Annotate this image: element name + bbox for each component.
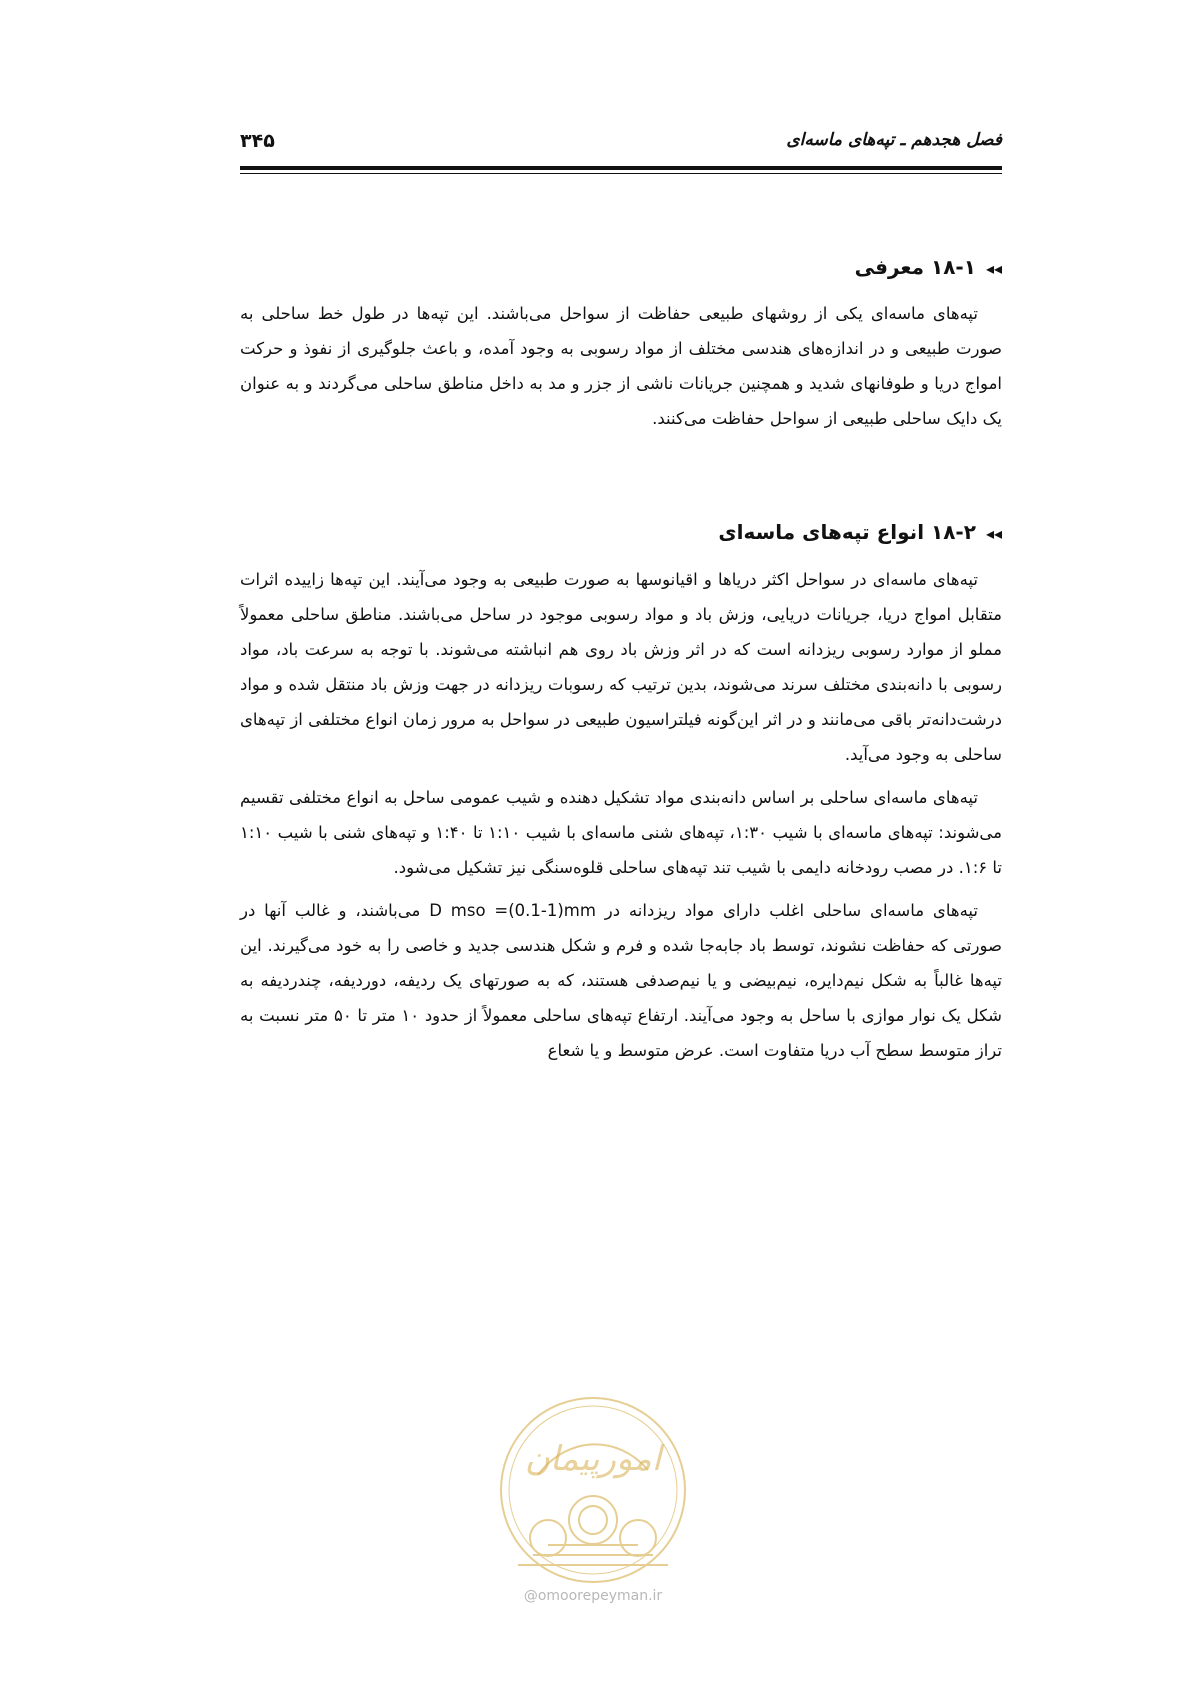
chapter-title: فصل هجدهم ـ تپه‌های ماسه‌ای — [786, 130, 1002, 150]
section-heading-types — [718, 520, 1002, 544]
running-head — [240, 128, 1002, 162]
watermark-logo-text: امورپیمان — [524, 1439, 662, 1479]
watermark-url: @omoorepeyman.ir — [523, 1588, 663, 1604]
section-heading-text: ۱۸-۱ معرفی — [854, 255, 976, 279]
paragraph: تپه‌های ماسه‌ای یکی از روشهای طبیعی حفاظت از سواحل می‌باشند. این تپه‌ها در طول خط ساحلی به صورت طبیعی و در اندازه‌های هندسی مختلف از مواد رسوبی به وجود آمده، و باعث جلوگیری از نفوذ و حرکت امواج دریا و طوفانهای شدید و همچنین جریانات ناشی از جزر و مد به داخل مناطق ساحلی می‌گردند و به عنوان یک دایک ساحلی طبیعی از سواحل حفاظت می‌کنند. — [240, 304, 1002, 428]
watermark-logo — [478, 1380, 708, 1620]
section-heading-text: ۱۸-۲ انواع تپه‌های ماسه‌ای — [718, 520, 976, 544]
paragraph: تپه‌های ماسه‌ای ساحلی بر اساس دانه‌بندی مواد تشکیل دهنده و شیب عمومی ساحل به انواع مختلفی تقسیم می‌شوند: تپه‌های ماسه‌ای با شیب ۱:۳۰، تپه‌های شنی ماسه‌ای با شیب ۱:۱۰ تا ۱:۴۰ و تپه‌های شنی با شیب ۱:۱۰ تا ۱:۶. در مصب رودخانه دایمی با شیب تند تپه‌های ساحلی قلوه‌سنگی نیز تشکیل می‌شود. — [240, 788, 1003, 877]
page-number: ۳۴۵ — [240, 130, 275, 152]
section-body-introduction — [240, 296, 1002, 444]
paragraph: تپه‌های ماسه‌ای ساحلی اغلب دارای مواد ریزدانه در D mso =(0.1-1)mm می‌باشند، و غالب آنها در صورتی که حفاظت نشوند، توسط باد جابه‌جا شده و فرم و شکل هندسی جدید و خاصی را به خود می‌گیرند. این تپه‌ها غالباً به شکل نیم‌دایره، نیم‌بیضی و یا نیم‌صدفی هستند، که به صورتهای یک ردیفه، دوردیفه، چندردیفه به شکل یک نوار موازی با ساحل به وجود می‌آیند. ارتفاع تپه‌های ساحلی معمولاً از حدود ۱۰ متر تا ۵۰ متر نسبت به تراز متوسط سطح آب دریا متفاوت است. عرض متوسط و یا شعاع — [240, 901, 1003, 1060]
section-body-types — [240, 562, 1002, 1076]
heading-marker-icon: ◂◂ — [985, 259, 1002, 278]
heading-marker-icon: ◂◂ — [985, 524, 1002, 543]
header-rule-thick — [240, 166, 1002, 170]
header-rule-thin — [240, 173, 1002, 174]
paragraph: تپه‌های ماسه‌ای در سواحل اکثر دریاها و اقیانوسها به صورت طبیعی به وجود می‌آیند. این تپه‌ها زاییده اثرات متقابل امواج دریا، جریانات دریایی، وزش باد و مواد رسوبی موجود در ساحل می‌باشند. مناطق ساحلی معمولاً مملو از موارد رسوبی ریزدانه است که در اثر وزش باد روی هم انباشته می‌شوند. با توجه به سرعت باد، مواد رسوبی با دانه‌بندی مختلف سرند می‌شوند، بدین ترتیب که رسوبات ریزدانه در جهت وزش باد منتقل شده و مواد درشت‌دانه‌تر باقی می‌مانند و در اثر این‌گونه فیلتراسیون طبیعی در سواحل به مرور زمان انواع مختلفی از تپه‌های ساحلی به وجود می‌آید. — [240, 570, 1002, 764]
section-heading-introduction — [855, 255, 1002, 279]
